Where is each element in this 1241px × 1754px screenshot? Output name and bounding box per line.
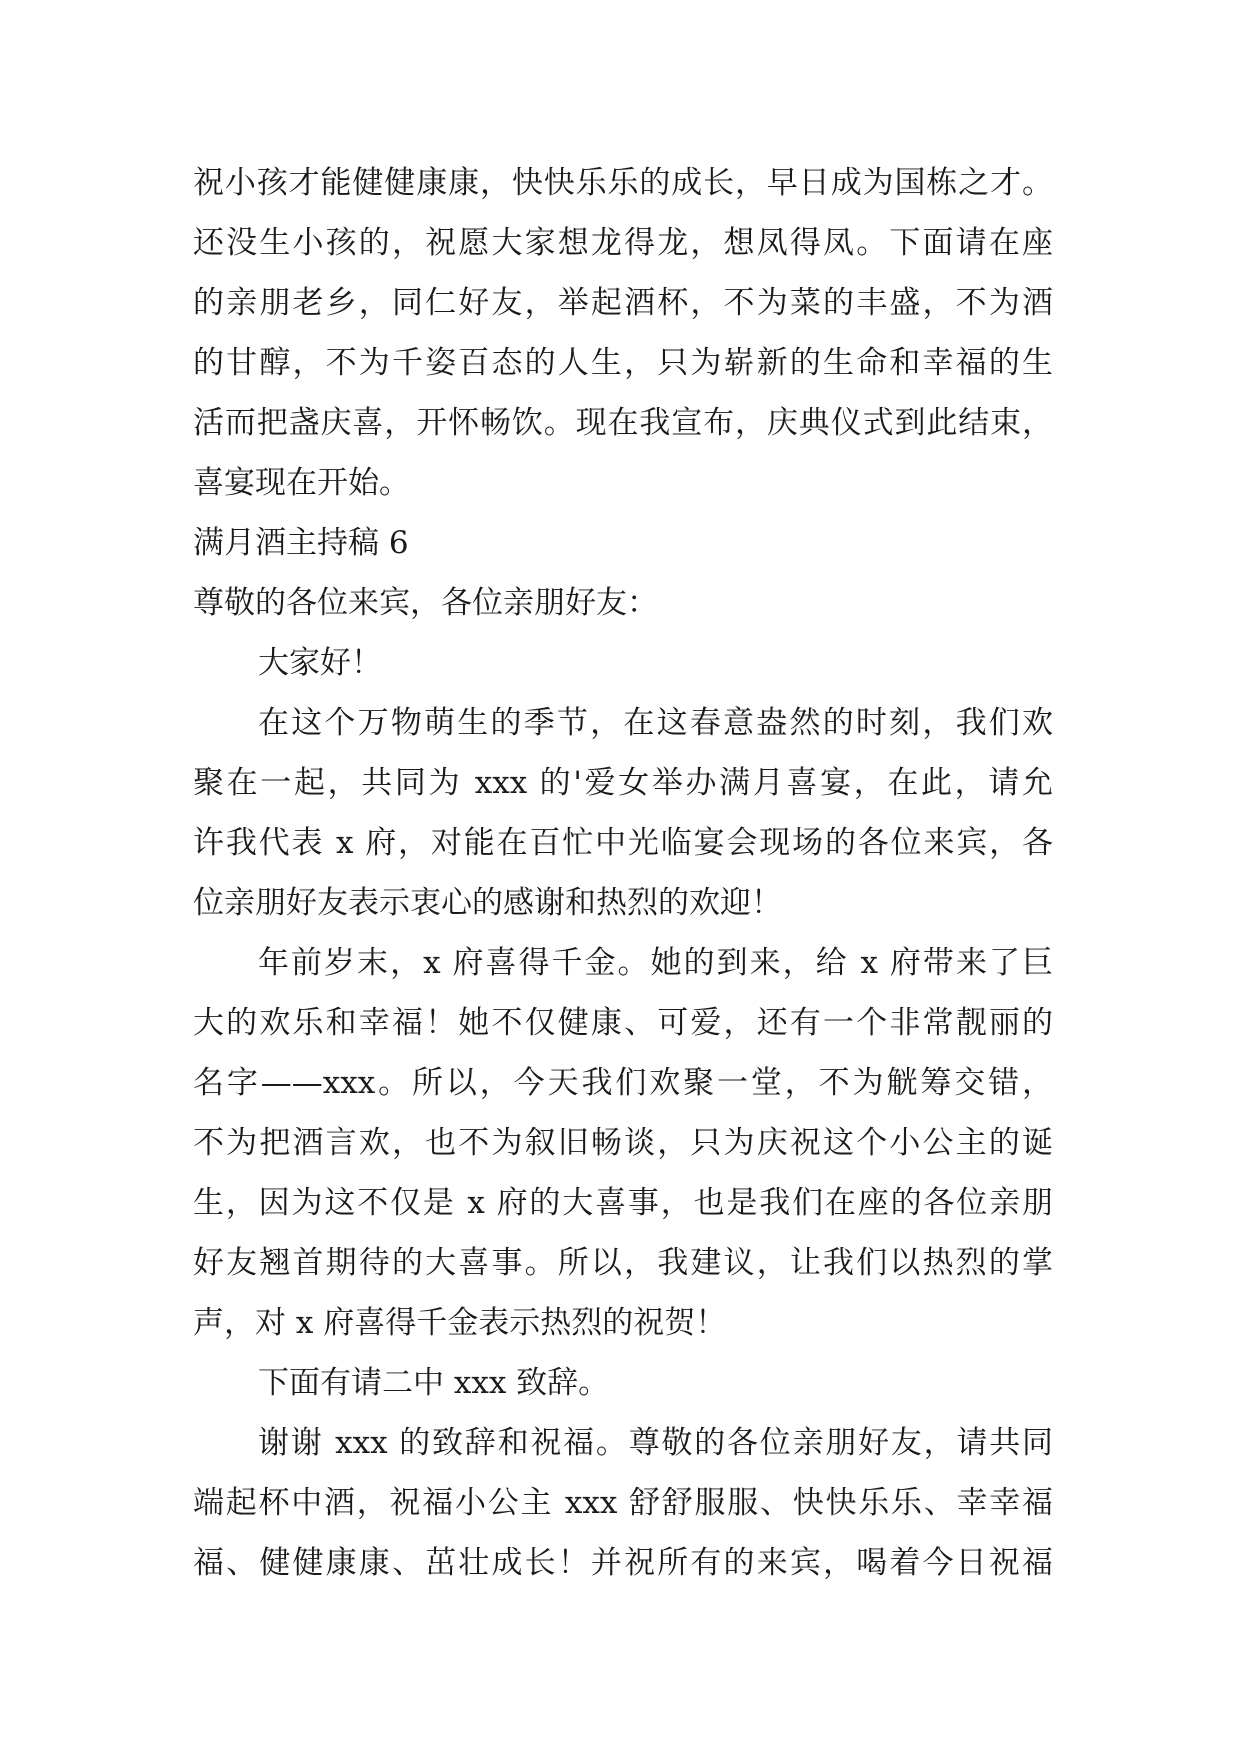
text-line: 名字——xxx。所以，今天我们欢聚一堂，不为觥筹交错，	[193, 1065, 1053, 1101]
text-line: 许我代表 x 府，对能在百忙中光临宴会现场的各位来宾，各	[193, 825, 1053, 861]
text-line: 的甘醇，不为千姿百态的人生，只为崭新的生命和幸福的生	[193, 345, 1053, 381]
text-line: 位亲朋好友表示衷心的感谢和热烈的欢迎！	[193, 885, 782, 921]
text-line: 声，对 x 府喜得千金表示热烈的祝贺！	[193, 1305, 727, 1341]
text-line: 谢谢 xxx 的致辞和祝福。尊敬的各位亲朋好友，请共同	[258, 1425, 1053, 1461]
text-line: 祝小孩才能健健康康，快快乐乐的成长，早日成为国栋之才。	[193, 165, 1053, 201]
text-line: 在这个万物萌生的季节，在这春意盎然的时刻，我们欢	[258, 705, 1053, 741]
salutation: 尊敬的各位来宾，各位亲朋好友：	[193, 585, 658, 621]
text-line: 聚在一起，共同为 xxx 的'爱女举办满月喜宴，在此，请允	[193, 765, 1053, 801]
text-line: 生，因为这不仅是 x 府的大喜事，也是我们在座的各位亲朋	[193, 1185, 1053, 1221]
greeting: 大家好！	[258, 645, 382, 681]
text-line: 福、健健康康、茁壮成长！并祝所有的来宾，喝着今日祝福	[193, 1545, 1053, 1581]
text-line: 还没生小孩的，祝愿大家想龙得龙，想凤得凤。下面请在座	[193, 225, 1053, 261]
text-line: 活而把盏庆喜，开怀畅饮。现在我宣布，庆典仪式到此结束，	[193, 405, 1053, 441]
section-title: 满月酒主持稿 6	[193, 525, 409, 561]
text-line: 端起杯中酒，祝福小公主 xxx 舒舒服服、快快乐乐、幸幸福	[193, 1485, 1053, 1521]
text-line: 大的欢乐和幸福！她不仅健康、可爱，还有一个非常靓丽的	[193, 1005, 1053, 1041]
text-line: 下面有请二中 xxx 致辞。	[258, 1365, 610, 1401]
text-line: 好友翘首期待的大喜事。所以，我建议，让我们以热烈的掌	[193, 1245, 1053, 1281]
text-line: 年前岁末，x 府喜得千金。她的到来，给 x 府带来了巨	[258, 945, 1053, 981]
text-line: 不为把酒言欢，也不为叙旧畅谈，只为庆祝这个小公主的诞	[193, 1125, 1053, 1161]
text-line: 喜宴现在开始。	[193, 465, 410, 501]
text-line: 的亲朋老乡，同仁好友，举起酒杯，不为菜的丰盛，不为酒	[193, 285, 1053, 321]
